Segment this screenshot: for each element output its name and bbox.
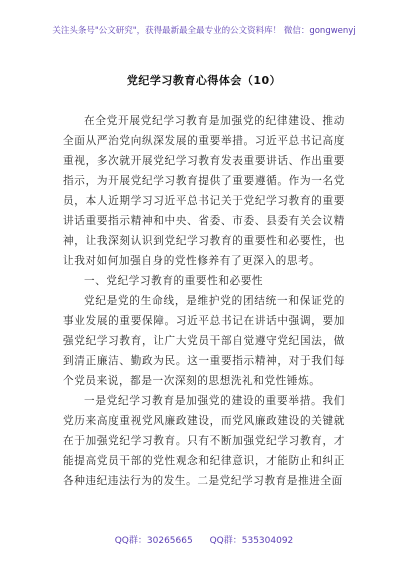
paragraph-measures: 一是党纪学习教育是加强党的建设的重要举措。我们党历来高度重视党风廉政建设，而党风廉政建设的关键就在于加强党纪学习教育。只有不断加强党纪学习教育，才能提高党员干部的党性观念和纪律意识，才能防止和纠正各种违纪违法行为的发生。二是党纪学习教育是推进全面 [63,395,345,487]
footer-qq-group-1: QQ群：30265665 [114,536,193,546]
paragraph-party-discipline: 党纪是党的生命线，是维护党的团结统一和保证党的事业发展的重要保障。习近平总书记在讲话中强调，要加强党纪学习教育，让广大党员干部自觉遵守党纪国法，做到清正廉洁、勤政为民。这一重要指示精神，对于我们每个党员来说，都是一次深刻的思想洗礼和党性锤炼。 [63,295,345,387]
footer-qq-group-2: QQ群：535304092 [209,536,294,546]
paragraph-intro: 在全党开展党纪学习教育是加强党的纪律建设、推动全面从严治党向纵深发展的重要举措。习近平总书记高度重视，多次就开展党纪学习教育发表重要讲话、作出重要指示，为开展党纪学习教育提供了重要遵循。作为一名党员，本人近期学习习近平总书记关于党纪学习教育的重要讲话重要指示精神和中央、省委、市委、县委有关会议精神，让我深刻认识到党纪学习教育的重要性和必要性，也让我对如何加强自身的党性修养有了更深入的思考。 [63,115,345,267]
footer-contact [0,533,408,546]
page-title: 党纪学习教育心得体会（10） [126,74,282,87]
header-promo-banner: 关注头条号"公文研究"，获得最新最全最专业的公文资料库！ 微信：gongwenyj [52,26,356,36]
section-heading: 一、党纪学习教育的重要性和必要性 [84,275,264,287]
document-body [63,111,345,491]
